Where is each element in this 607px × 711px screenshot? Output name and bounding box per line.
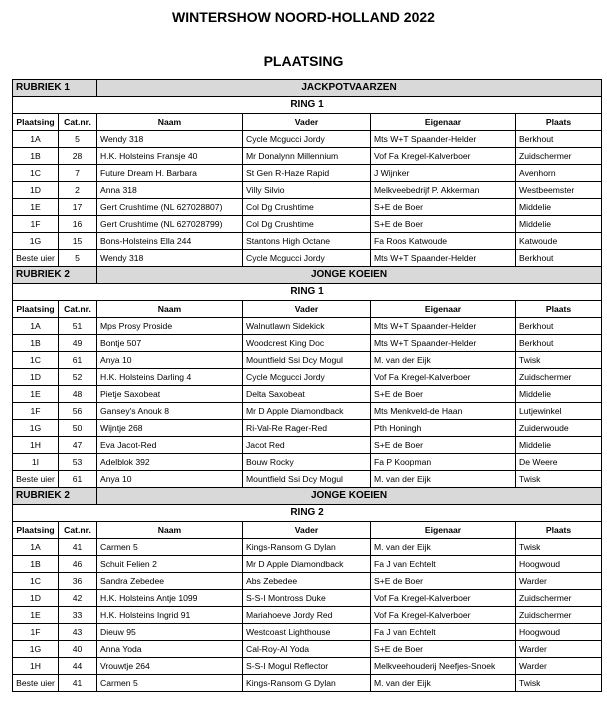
plaats-cell: Hoogwoud — [516, 556, 602, 573]
column-header-catnr: Cat.nr. — [59, 114, 97, 131]
vader-cell: Cycle Mcgucci Jordy — [243, 131, 371, 148]
column-header-row — [13, 114, 602, 131]
column-header-plaatsing: Plaatsing — [13, 114, 59, 131]
column-header-naam: Naam — [97, 114, 243, 131]
ring-label: RING 2 — [13, 505, 602, 522]
rubriek-header-row — [13, 80, 602, 97]
table-row — [13, 335, 602, 352]
table-row — [13, 352, 602, 369]
results-table-container — [12, 79, 601, 692]
naam-cell: Wendy 318 — [97, 250, 243, 267]
catnr-cell: 17 — [59, 199, 97, 216]
vader-cell: Kings-Ransom G Dylan — [243, 675, 371, 692]
catnr-cell: 5 — [59, 250, 97, 267]
plaatsing-cell: 1G — [13, 641, 59, 658]
eigenaar-cell: Mts W+T Spaander-Helder — [371, 335, 516, 352]
eigenaar-cell: M. van der Eijk — [371, 675, 516, 692]
plaatsing-cell: 1A — [13, 131, 59, 148]
naam-cell: Wijntje 268 — [97, 420, 243, 437]
plaats-cell: Zuidschermer — [516, 369, 602, 386]
naam-cell: Schuit Felien 2 — [97, 556, 243, 573]
column-header-plaats: Plaats — [516, 522, 602, 539]
eigenaar-cell: S+E de Boer — [371, 641, 516, 658]
catnr-cell: 53 — [59, 454, 97, 471]
plaats-cell: Middelie — [516, 437, 602, 454]
plaats-cell: De Weere — [516, 454, 602, 471]
plaatsing-cell: 1B — [13, 148, 59, 165]
plaatsing-cell: 1B — [13, 556, 59, 573]
rubriek-header-row — [13, 267, 602, 284]
plaatsing-cell: 1C — [13, 352, 59, 369]
catnr-cell: 16 — [59, 216, 97, 233]
eigenaar-cell: Melkveebedrijf P. Akkerman — [371, 182, 516, 199]
eigenaar-cell: M. van der Eijk — [371, 352, 516, 369]
catnr-cell: 44 — [59, 658, 97, 675]
plaatsing-cell: 1E — [13, 199, 59, 216]
catnr-cell: 33 — [59, 607, 97, 624]
plaatsing-cell: 1F — [13, 403, 59, 420]
eigenaar-cell: S+E de Boer — [371, 216, 516, 233]
vader-cell: Walnutlawn Sidekick — [243, 318, 371, 335]
table-row — [13, 454, 602, 471]
catnr-cell: 52 — [59, 369, 97, 386]
plaatsing-cell: Beste uier — [13, 471, 59, 488]
naam-cell: Anya 10 — [97, 471, 243, 488]
plaats-cell: Lutjewinkel — [516, 403, 602, 420]
vader-cell: Westcoast Lighthouse — [243, 624, 371, 641]
plaats-cell: Berkhout — [516, 318, 602, 335]
naam-cell: Carmen 5 — [97, 539, 243, 556]
plaats-cell: Berkhout — [516, 131, 602, 148]
table-row — [13, 148, 602, 165]
plaats-cell: Berkhout — [516, 250, 602, 267]
naam-cell: Adelblok 392 — [97, 454, 243, 471]
plaatsing-cell: 1H — [13, 437, 59, 454]
plaats-cell: Warder — [516, 658, 602, 675]
catnr-cell: 36 — [59, 573, 97, 590]
column-header-plaatsing: Plaatsing — [13, 301, 59, 318]
naam-cell: Gansey's Anouk 8 — [97, 403, 243, 420]
catnr-cell: 61 — [59, 471, 97, 488]
plaatsing-cell: 1A — [13, 539, 59, 556]
naam-cell: Vrouwtje 264 — [97, 658, 243, 675]
table-row — [13, 386, 602, 403]
eigenaar-cell: M. van der Eijk — [371, 471, 516, 488]
catnr-cell: 40 — [59, 641, 97, 658]
catnr-cell: 47 — [59, 437, 97, 454]
vader-cell: Cycle Mcgucci Jordy — [243, 369, 371, 386]
vader-cell: Stantons High Octane — [243, 233, 371, 250]
table-row — [13, 624, 602, 641]
eigenaar-cell: Vof Fa Kregel-Kalverboer — [371, 148, 516, 165]
catnr-cell: 49 — [59, 335, 97, 352]
vader-cell: S-S-I Montross Duke — [243, 590, 371, 607]
plaats-cell: Twisk — [516, 675, 602, 692]
vader-cell: S-S-I Mogul Reflector — [243, 658, 371, 675]
plaats-cell: Twisk — [516, 352, 602, 369]
table-row — [13, 369, 602, 386]
table-row — [13, 658, 602, 675]
vader-cell: St Gen R-Haze Rapid — [243, 165, 371, 182]
plaats-cell: Twisk — [516, 539, 602, 556]
naam-cell: Wendy 318 — [97, 131, 243, 148]
table-row — [13, 233, 602, 250]
results-table — [12, 79, 602, 692]
vader-cell: Bouw Rocky — [243, 454, 371, 471]
plaats-cell: Warder — [516, 573, 602, 590]
vader-cell: Mountfield Ssi Dcy Mogul — [243, 471, 371, 488]
column-header-plaats: Plaats — [516, 114, 602, 131]
catnr-cell: 46 — [59, 556, 97, 573]
eigenaar-cell: Vof Fa Kregel-Kalverboer — [371, 590, 516, 607]
eigenaar-cell: S+E de Boer — [371, 199, 516, 216]
column-header-naam: Naam — [97, 301, 243, 318]
plaats-cell: Katwoude — [516, 233, 602, 250]
plaatsing-cell: 1G — [13, 420, 59, 437]
plaats-cell: Warder — [516, 641, 602, 658]
vader-cell: Ri-Val-Re Rager-Red — [243, 420, 371, 437]
naam-cell: H.K. Holsteins Darling 4 — [97, 369, 243, 386]
table-row — [13, 403, 602, 420]
plaatsing-cell: 1H — [13, 658, 59, 675]
plaats-cell: Twisk — [516, 471, 602, 488]
table-row — [13, 607, 602, 624]
rubriek-label: RUBRIEK 2 — [13, 488, 97, 505]
plaatsing-cell: 1F — [13, 216, 59, 233]
plaatsing-cell: 1C — [13, 573, 59, 590]
naam-cell: Bons-Holsteins Ella 244 — [97, 233, 243, 250]
vader-cell: Woodcrest King Doc — [243, 335, 371, 352]
plaatsing-cell: Beste uier — [13, 675, 59, 692]
table-row — [13, 318, 602, 335]
column-header-plaatsing: Plaatsing — [13, 522, 59, 539]
plaatsing-cell: 1D — [13, 182, 59, 199]
eigenaar-cell: S+E de Boer — [371, 386, 516, 403]
naam-cell: Gert Crushtime (NL 627028807) — [97, 199, 243, 216]
rubriek-label: RUBRIEK 1 — [13, 80, 97, 97]
naam-cell: H.K. Holsteins Antje 1099 — [97, 590, 243, 607]
eigenaar-cell: S+E de Boer — [371, 437, 516, 454]
column-header-naam: Naam — [97, 522, 243, 539]
table-row — [13, 556, 602, 573]
naam-cell: Sandra Zebedee — [97, 573, 243, 590]
naam-cell: Gert Crushtime (NL 627028799) — [97, 216, 243, 233]
ring-label: RING 1 — [13, 284, 602, 301]
naam-cell: Mps Prosy Proside — [97, 318, 243, 335]
naam-cell: H.K. Holsteins Ingrid 91 — [97, 607, 243, 624]
vader-cell: Col Dg Crushtime — [243, 216, 371, 233]
column-header-row — [13, 301, 602, 318]
catnr-cell: 56 — [59, 403, 97, 420]
vader-cell: Mariahoeve Jordy Red — [243, 607, 371, 624]
table-row — [13, 641, 602, 658]
plaatsing-cell: 1G — [13, 233, 59, 250]
column-header-plaats: Plaats — [516, 301, 602, 318]
plaatsing-cell: 1C — [13, 165, 59, 182]
vader-cell: Delta Saxobeat — [243, 386, 371, 403]
class-name: JONGE KOEIEN — [97, 267, 602, 284]
naam-cell: Anya 10 — [97, 352, 243, 369]
naam-cell: Eva Jacot-Red — [97, 437, 243, 454]
table-row — [13, 437, 602, 454]
eigenaar-cell: Mts W+T Spaander-Helder — [371, 131, 516, 148]
eigenaar-cell: Melkveehouderij Neefjes-Snoek — [371, 658, 516, 675]
catnr-cell: 42 — [59, 590, 97, 607]
table-row — [13, 199, 602, 216]
column-header-vader: Vader — [243, 114, 371, 131]
page-title: WINTERSHOW NOORD-HOLLAND 2022 — [172, 9, 435, 25]
column-header-catnr: Cat.nr. — [59, 522, 97, 539]
vader-cell: Kings-Ransom G Dylan — [243, 539, 371, 556]
plaats-cell: Zuiderwoude — [516, 420, 602, 437]
plaatsing-cell: 1E — [13, 607, 59, 624]
table-row — [13, 216, 602, 233]
rubriek-header-row — [13, 488, 602, 505]
ring-row — [13, 505, 602, 522]
catnr-cell: 2 — [59, 182, 97, 199]
catnr-cell: 51 — [59, 318, 97, 335]
vader-cell: Mr Donalynn Millennium — [243, 148, 371, 165]
plaatsing-cell: 1I — [13, 454, 59, 471]
eigenaar-cell: Fa P Koopman — [371, 454, 516, 471]
plaats-cell: Middelie — [516, 386, 602, 403]
ring-row — [13, 97, 602, 114]
table-row — [13, 131, 602, 148]
vader-cell: Col Dg Crushtime — [243, 199, 371, 216]
naam-cell: Anna 318 — [97, 182, 243, 199]
vader-cell: Cal-Roy-Al Yoda — [243, 641, 371, 658]
catnr-cell: 48 — [59, 386, 97, 403]
vader-cell: Villy Silvio — [243, 182, 371, 199]
rubriek-label: RUBRIEK 2 — [13, 267, 97, 284]
table-row — [13, 675, 602, 692]
catnr-cell: 61 — [59, 352, 97, 369]
eigenaar-cell: Mts W+T Spaander-Helder — [371, 318, 516, 335]
page-subtitle: PLAATSING — [263, 53, 344, 69]
column-header-eigenaar: Eigenaar — [371, 301, 516, 318]
plaats-cell: Zuidschermer — [516, 607, 602, 624]
eigenaar-cell: J Wijnker — [371, 165, 516, 182]
plaatsing-cell: 1A — [13, 318, 59, 335]
plaatsing-cell: 1D — [13, 369, 59, 386]
eigenaar-cell: Mts W+T Spaander-Helder — [371, 250, 516, 267]
naam-cell: Dieuw 95 — [97, 624, 243, 641]
naam-cell: Future Dream H. Barbara — [97, 165, 243, 182]
catnr-cell: 43 — [59, 624, 97, 641]
ring-row — [13, 284, 602, 301]
plaatsing-cell: 1F — [13, 624, 59, 641]
vader-cell: Mountfield Ssi Dcy Mogul — [243, 352, 371, 369]
plaats-cell: Zuidschermer — [516, 590, 602, 607]
eigenaar-cell: S+E de Boer — [371, 573, 516, 590]
class-name: JACKPOTVAARZEN — [97, 80, 602, 97]
table-row — [13, 539, 602, 556]
eigenaar-cell: Mts Menkveld-de Haan — [371, 403, 516, 420]
table-row — [13, 471, 602, 488]
column-header-row — [13, 522, 602, 539]
table-row — [13, 573, 602, 590]
naam-cell: Anna Yoda — [97, 641, 243, 658]
catnr-cell: 28 — [59, 148, 97, 165]
eigenaar-cell: Vof Fa Kregel-Kalverboer — [371, 607, 516, 624]
plaats-cell: Zuidschermer — [516, 148, 602, 165]
table-row — [13, 165, 602, 182]
plaats-cell: Hoogwoud — [516, 624, 602, 641]
column-header-catnr: Cat.nr. — [59, 301, 97, 318]
eigenaar-cell: Fa Roos Katwoude — [371, 233, 516, 250]
naam-cell: Bontje 507 — [97, 335, 243, 352]
eigenaar-cell: M. van der Eijk — [371, 539, 516, 556]
vader-cell: Jacot Red — [243, 437, 371, 454]
plaats-cell: Avenhorn — [516, 165, 602, 182]
vader-cell: Mr D Apple Diamondback — [243, 556, 371, 573]
catnr-cell: 7 — [59, 165, 97, 182]
table-row — [13, 420, 602, 437]
catnr-cell: 50 — [59, 420, 97, 437]
catnr-cell: 15 — [59, 233, 97, 250]
ring-label: RING 1 — [13, 97, 602, 114]
plaats-cell: Middelie — [516, 199, 602, 216]
catnr-cell: 5 — [59, 131, 97, 148]
column-header-vader: Vader — [243, 522, 371, 539]
plaats-cell: Middelie — [516, 216, 602, 233]
plaatsing-cell: 1B — [13, 335, 59, 352]
vader-cell: Abs Zebedee — [243, 573, 371, 590]
column-header-vader: Vader — [243, 301, 371, 318]
column-header-eigenaar: Eigenaar — [371, 114, 516, 131]
plaats-cell: Berkhout — [516, 335, 602, 352]
catnr-cell: 41 — [59, 675, 97, 692]
plaatsing-cell: 1E — [13, 386, 59, 403]
plaats-cell: Westbeemster — [516, 182, 602, 199]
class-name: JONGE KOEIEN — [97, 488, 602, 505]
vader-cell: Cycle Mcgucci Jordy — [243, 250, 371, 267]
naam-cell: Pietje Saxobeat — [97, 386, 243, 403]
plaatsing-cell: 1D — [13, 590, 59, 607]
naam-cell: H.K. Holsteins Fransje 40 — [97, 148, 243, 165]
eigenaar-cell: Fa J van Echtelt — [371, 556, 516, 573]
table-row — [13, 182, 602, 199]
vader-cell: Mr D Apple Diamondback — [243, 403, 371, 420]
table-row — [13, 590, 602, 607]
plaatsing-cell: Beste uier — [13, 250, 59, 267]
naam-cell: Carmen 5 — [97, 675, 243, 692]
table-row — [13, 250, 602, 267]
catnr-cell: 41 — [59, 539, 97, 556]
eigenaar-cell: Fa J van Echtelt — [371, 624, 516, 641]
eigenaar-cell: Pth Honingh — [371, 420, 516, 437]
eigenaar-cell: Vof Fa Kregel-Kalverboer — [371, 369, 516, 386]
column-header-eigenaar: Eigenaar — [371, 522, 516, 539]
